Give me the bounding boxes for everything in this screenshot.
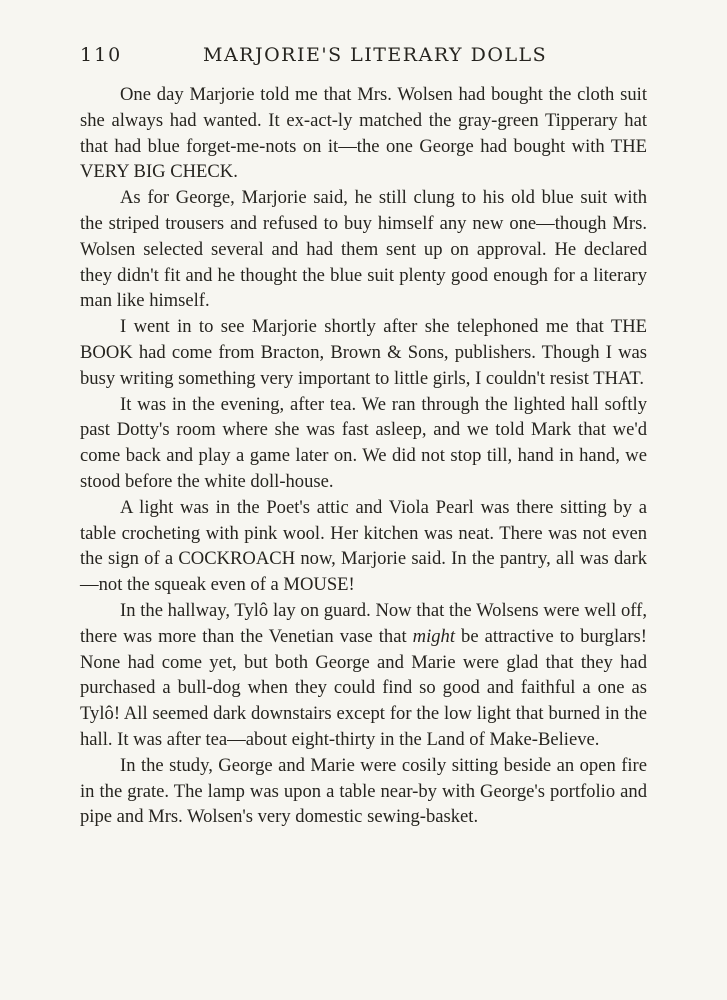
paragraph-4: It was in the evening, after tea. We ran through the lighted hall softly past Dotty's room where she was fast asleep, and we told Mark that we'd come back and play a game later on. We did not stop till, hand in hand, we stood before the white doll-house. bbox=[80, 393, 647, 492]
paragraph-7: In the study, George and Marie were cosily sitting beside an open fire in the grate. The lamp was upon a table near-by with George's portfolio and pipe and Mrs. Wolsen's very domestic sewing-basket. bbox=[80, 754, 647, 828]
paragraph-6-part-1: In the hallway, Tylô lay on guard. Now that the Wolsens were well off, there was more than the Venetian vase that bbox=[80, 599, 647, 647]
page-number: 110 bbox=[80, 44, 123, 66]
paragraph-5: A light was in the Poet's attic and Viola Pearl was there sitting by a table crocheting with pink wool. Her kitchen was neat. There was not even the sign of a COCKROACH now, Marjorie said. In the pantry, all was dark—not the squeak even of a MOUSE! bbox=[80, 496, 647, 596]
emphasis-might: might bbox=[412, 625, 456, 647]
paragraph-1: One day Marjorie told me that Mrs. Wolsen had bought the cloth suit she always had wanted. It ex-act-ly matched the gray-green Tipperary hat that had blue forget-me-nots on it—the one George had bought with THE VERY BIG CHECK. bbox=[80, 84, 647, 183]
running-title: MARJORIE'S LITERARY DOLLS bbox=[203, 44, 548, 66]
body-text bbox=[80, 82, 647, 830]
paragraph-2: As for George, Marjorie said, he still clung to his old blue suit with the striped trousers and refused to buy himself any new one—though Mrs. Wolsen selected several and had them sent up on approval. He declared they didn't fit and he thought the blue suit plenty good enough for a literary man like himself. bbox=[80, 187, 647, 312]
paragraph-6 bbox=[80, 598, 647, 753]
paragraph-3: I went in to see Marjorie shortly after she telephoned me that THE BOOK had come from Bracton, Brown & Sons, publishers. Though I was busy writing something very important to little girls, I couldn't resist THAT. bbox=[80, 316, 647, 389]
running-head bbox=[80, 44, 647, 74]
paragraph-6-part-2: be attractive to burglars! None had come yet, but both George and Marie were glad that they had purchased a bull-dog when they could find so good and faithful a one as Tylô! All seemed dark downstairs except for the low light that burned in the hall. It was after tea—about eight-thirty in the Land of Make-Believe. bbox=[80, 625, 647, 750]
